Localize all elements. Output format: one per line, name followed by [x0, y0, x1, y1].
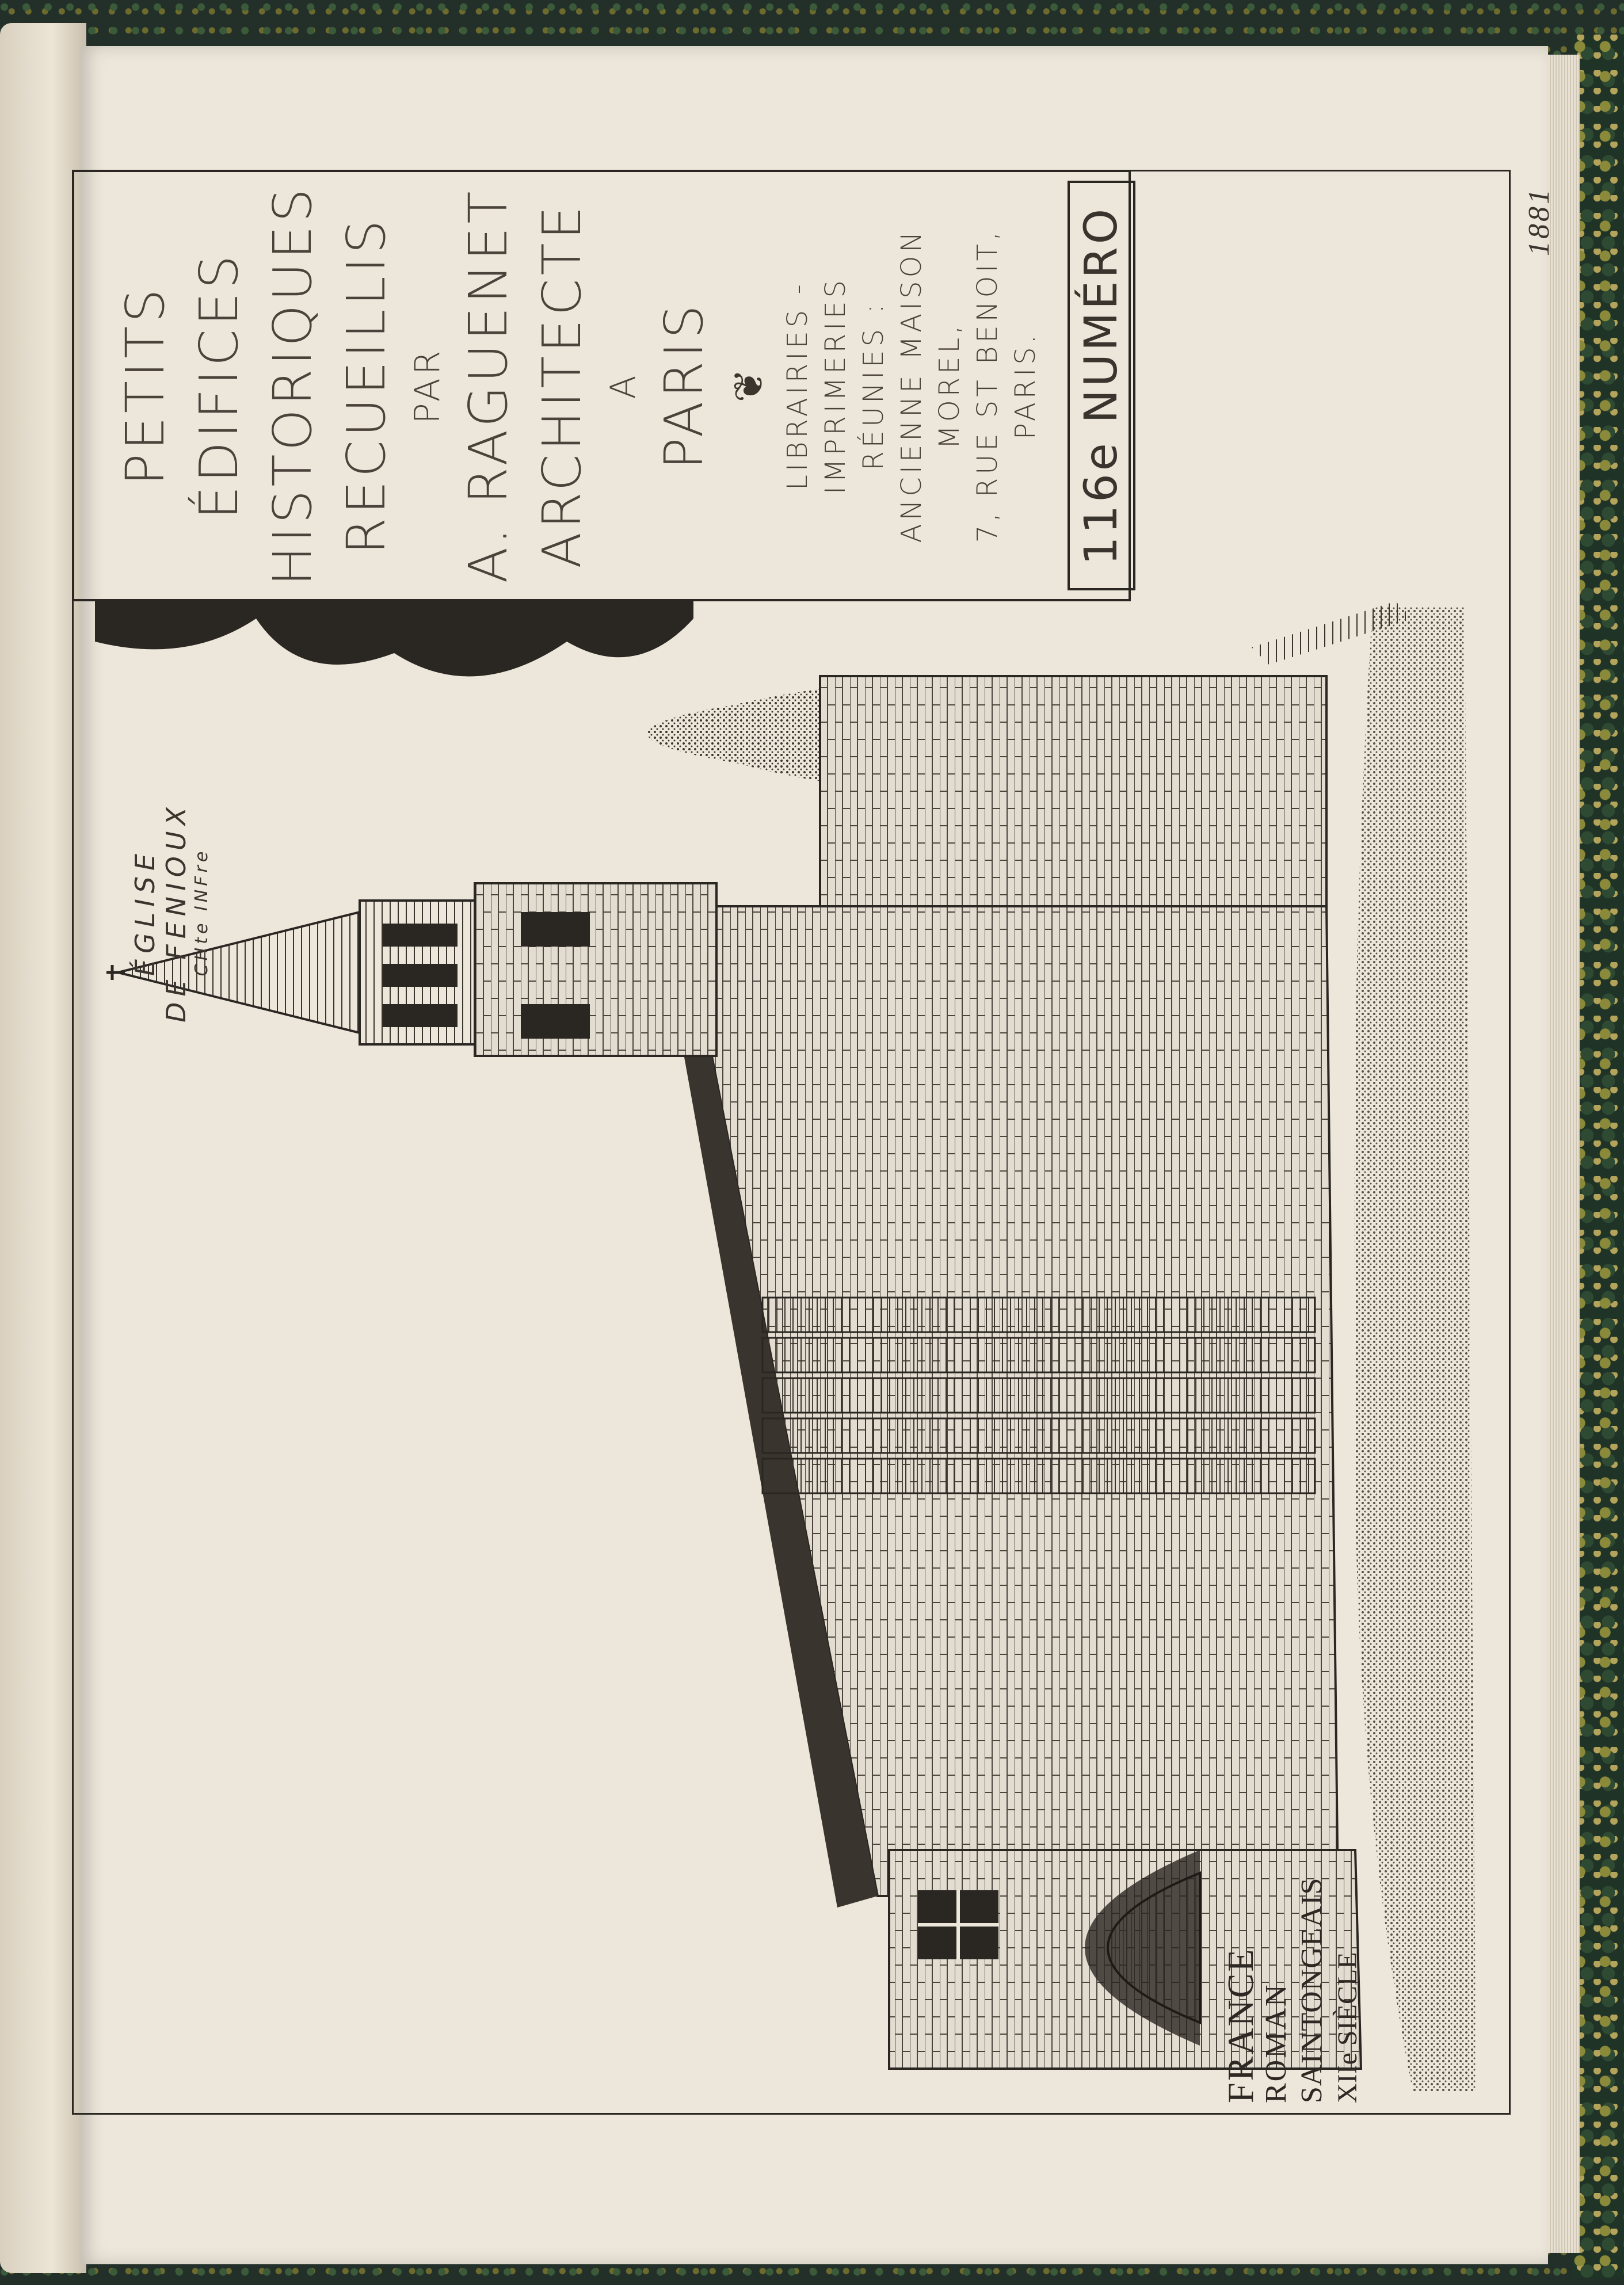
title-line: RECUEILLIS — [336, 216, 397, 555]
issue-number: 116e NUMÉRO — [1068, 181, 1135, 590]
title-line: PETITS — [115, 285, 176, 486]
title-line: PAR — [407, 347, 448, 424]
handwritten-year: 1881 — [1523, 187, 1556, 256]
title-line: A — [603, 372, 643, 399]
rotated-plate — [72, 170, 1556, 2115]
caption-line: CHte INFre — [192, 848, 212, 976]
publisher-line: PARIS. — [1009, 331, 1042, 440]
title-line: PARIS — [653, 302, 715, 470]
publisher-line: ANCIENNE MAISON MOREL, — [895, 228, 966, 543]
publisher-line: 7, RUE ST BENOIT, — [971, 228, 1004, 543]
title-line: ÉDIFICES — [188, 251, 250, 520]
author-title: ARCHITECTE — [531, 203, 593, 569]
caption-line: DE FENIOUX — [161, 802, 192, 1023]
style-label: ROMAN — [1260, 1983, 1293, 2103]
author-name: A. RAGUENET — [458, 188, 519, 583]
country-label: FRANCE — [1220, 1947, 1261, 2103]
title-cartouche — [72, 170, 1131, 601]
fleuron-ornament-icon: ❦ — [727, 368, 772, 403]
region-label: SAINTONGEAIS — [1295, 1877, 1328, 2103]
classification-label — [1220, 1815, 1366, 2103]
publisher-line: LIBRAIRIES - IMPRIMERIES — [781, 276, 852, 495]
century-label: XIIe SIÈCLE — [1332, 1952, 1363, 2103]
marbled-board-edge — [1572, 35, 1624, 2279]
publisher-line: RÉUNIES : — [857, 300, 890, 471]
caption-line: ÉGLISE — [129, 848, 161, 976]
plate-caption — [129, 791, 212, 1033]
title-line: HISTORIQUES — [262, 185, 323, 586]
